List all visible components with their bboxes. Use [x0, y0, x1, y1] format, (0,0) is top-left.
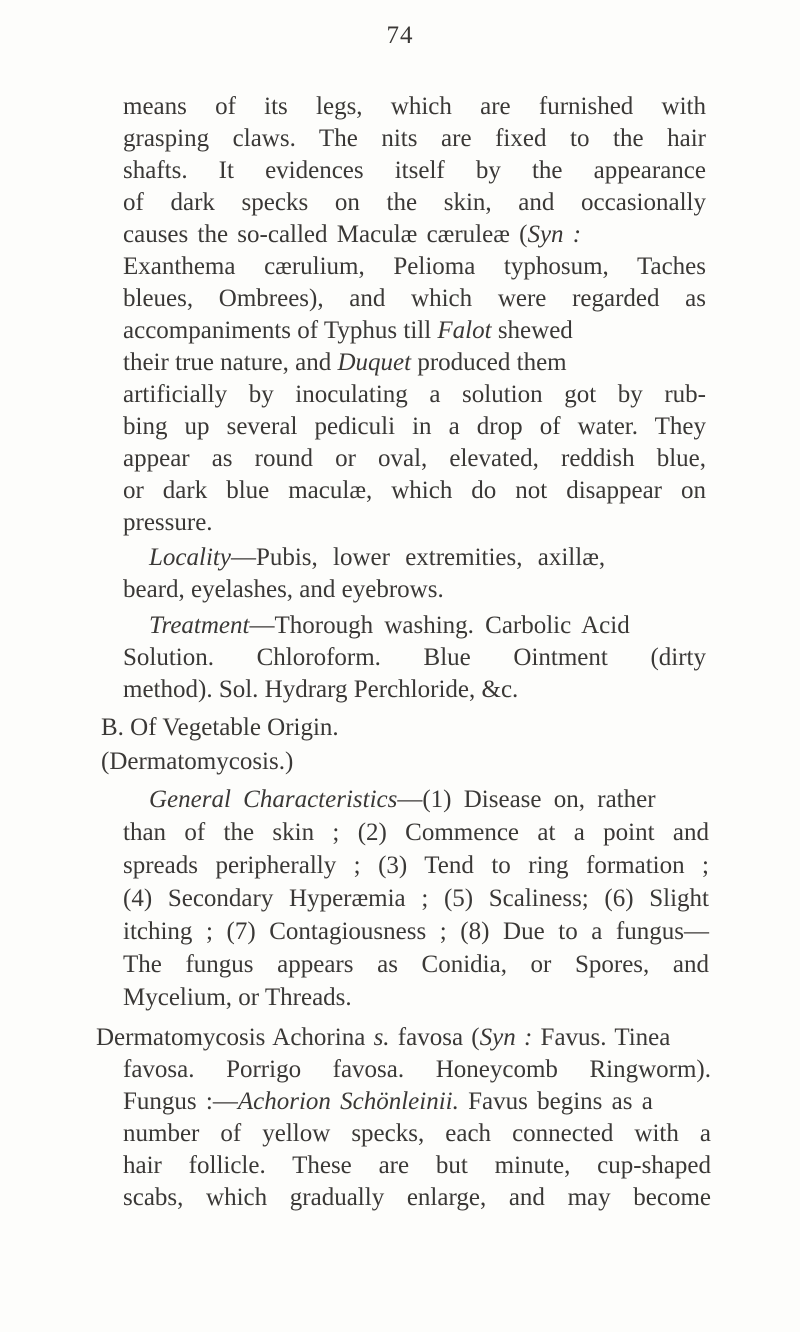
text-line: (4) Secondary Hyperæmia ; (5) Scaliness; (6) Slight [123, 885, 709, 912]
text-line: itching ; (7) Contagiousness ; (8) Due to a fungus— [123, 918, 709, 945]
text-line: Mycelium, or Threads. [123, 984, 352, 1011]
text-line: appear as round or oval, elevated, reddish blue, [123, 445, 706, 472]
text-line [123, 315, 706, 347]
text-line [123, 1086, 711, 1118]
text-fragment: shewed [491, 317, 573, 344]
author-name: Duquet [337, 349, 412, 376]
text-fragment: —Pubis, lower extremities, axillæ, [230, 544, 606, 571]
text-line: pressure. [123, 509, 213, 536]
text-fragment: Fungus :— [123, 1088, 238, 1115]
text-line [123, 347, 706, 379]
text-line: or dark blue maculæ, which do not disappear on [123, 477, 706, 504]
text-line: Solution. Chloroform. Blue Ointment (dirty [123, 644, 706, 671]
text-line: number of yellow specks, each connected with a [123, 1120, 711, 1147]
text-line: scabs, which gradually enlarge, and may become [123, 1184, 711, 1211]
text-line: method). Sol. Hydrarg Perchloride, &c. [123, 676, 519, 703]
syn-label: Syn : [527, 221, 582, 248]
text-line: artificially by inoculating a solution got by rub- [123, 381, 706, 408]
text-fragment: Favus. Tinea [532, 1024, 671, 1051]
text-line: of dark specks on the skin, and occasionally [123, 189, 706, 216]
text-line: favosa. Porrigo favosa. Honeycomb Ringworm). [123, 1056, 711, 1083]
general-label: General Characteristics [149, 786, 398, 813]
text-fragment: —(1) Disease on, rather [397, 786, 656, 813]
section-heading: B. Of Vegetable Origin. [101, 714, 339, 741]
author-name: Falot [437, 317, 492, 344]
text-line: Exanthema cærulium, Pelioma typhosum, Taches [123, 253, 706, 280]
treatment-label: Treatment [149, 612, 250, 639]
locality-label: Locality [149, 544, 231, 571]
section-subheading: (Dermatomycosis.) [101, 748, 294, 775]
text-line: The fungus appears as Conidia, or Spores, and [123, 951, 709, 978]
text-line [96, 1022, 710, 1054]
text-line: spreads peripherally ; (3) Tend to ring formation ; [123, 852, 709, 879]
syn-label: Syn : [479, 1024, 533, 1051]
text-line: bing up several pediculi in a drop of water. They [123, 413, 706, 440]
text-line: grasping claws. The nits are fixed to the hair [123, 125, 706, 152]
text-line [123, 219, 706, 251]
text-line: hair follicle. These are but minute, cup-shaped [123, 1152, 711, 1179]
text-line: than of the skin ; (2) Commence at a point and [123, 819, 709, 846]
text-line: beard, eyelashes, and eyebrows. [123, 576, 444, 603]
text-line [149, 784, 708, 816]
text-fragment: their true nature, and [123, 349, 338, 376]
text-fragment: accompaniments of Typhus till [123, 317, 438, 344]
abbreviation: s. [373, 1024, 390, 1051]
text-fragment: —Thorough washing. Carbolic Acid [249, 612, 630, 639]
text-fragment: causes the so-called Maculæ cæruleæ ( [123, 221, 528, 248]
text-line [149, 542, 706, 574]
fungus-name: Achorion Schönleinii. [237, 1088, 459, 1115]
text-line [149, 610, 706, 642]
text-fragment: Dermatomycosis Achorina [96, 1024, 374, 1051]
page-number: 74 [386, 22, 414, 49]
text-line: bleues, Ombrees), and which were regarded as [123, 285, 706, 312]
text-fragment: Favus begins as a [458, 1088, 653, 1115]
text-fragment: favosa ( [389, 1024, 480, 1051]
text-line: means of its legs, which are furnished with [123, 93, 706, 120]
text-line: shafts. It evidences itself by the appearance [123, 157, 706, 184]
text-fragment: produced them [411, 349, 567, 376]
